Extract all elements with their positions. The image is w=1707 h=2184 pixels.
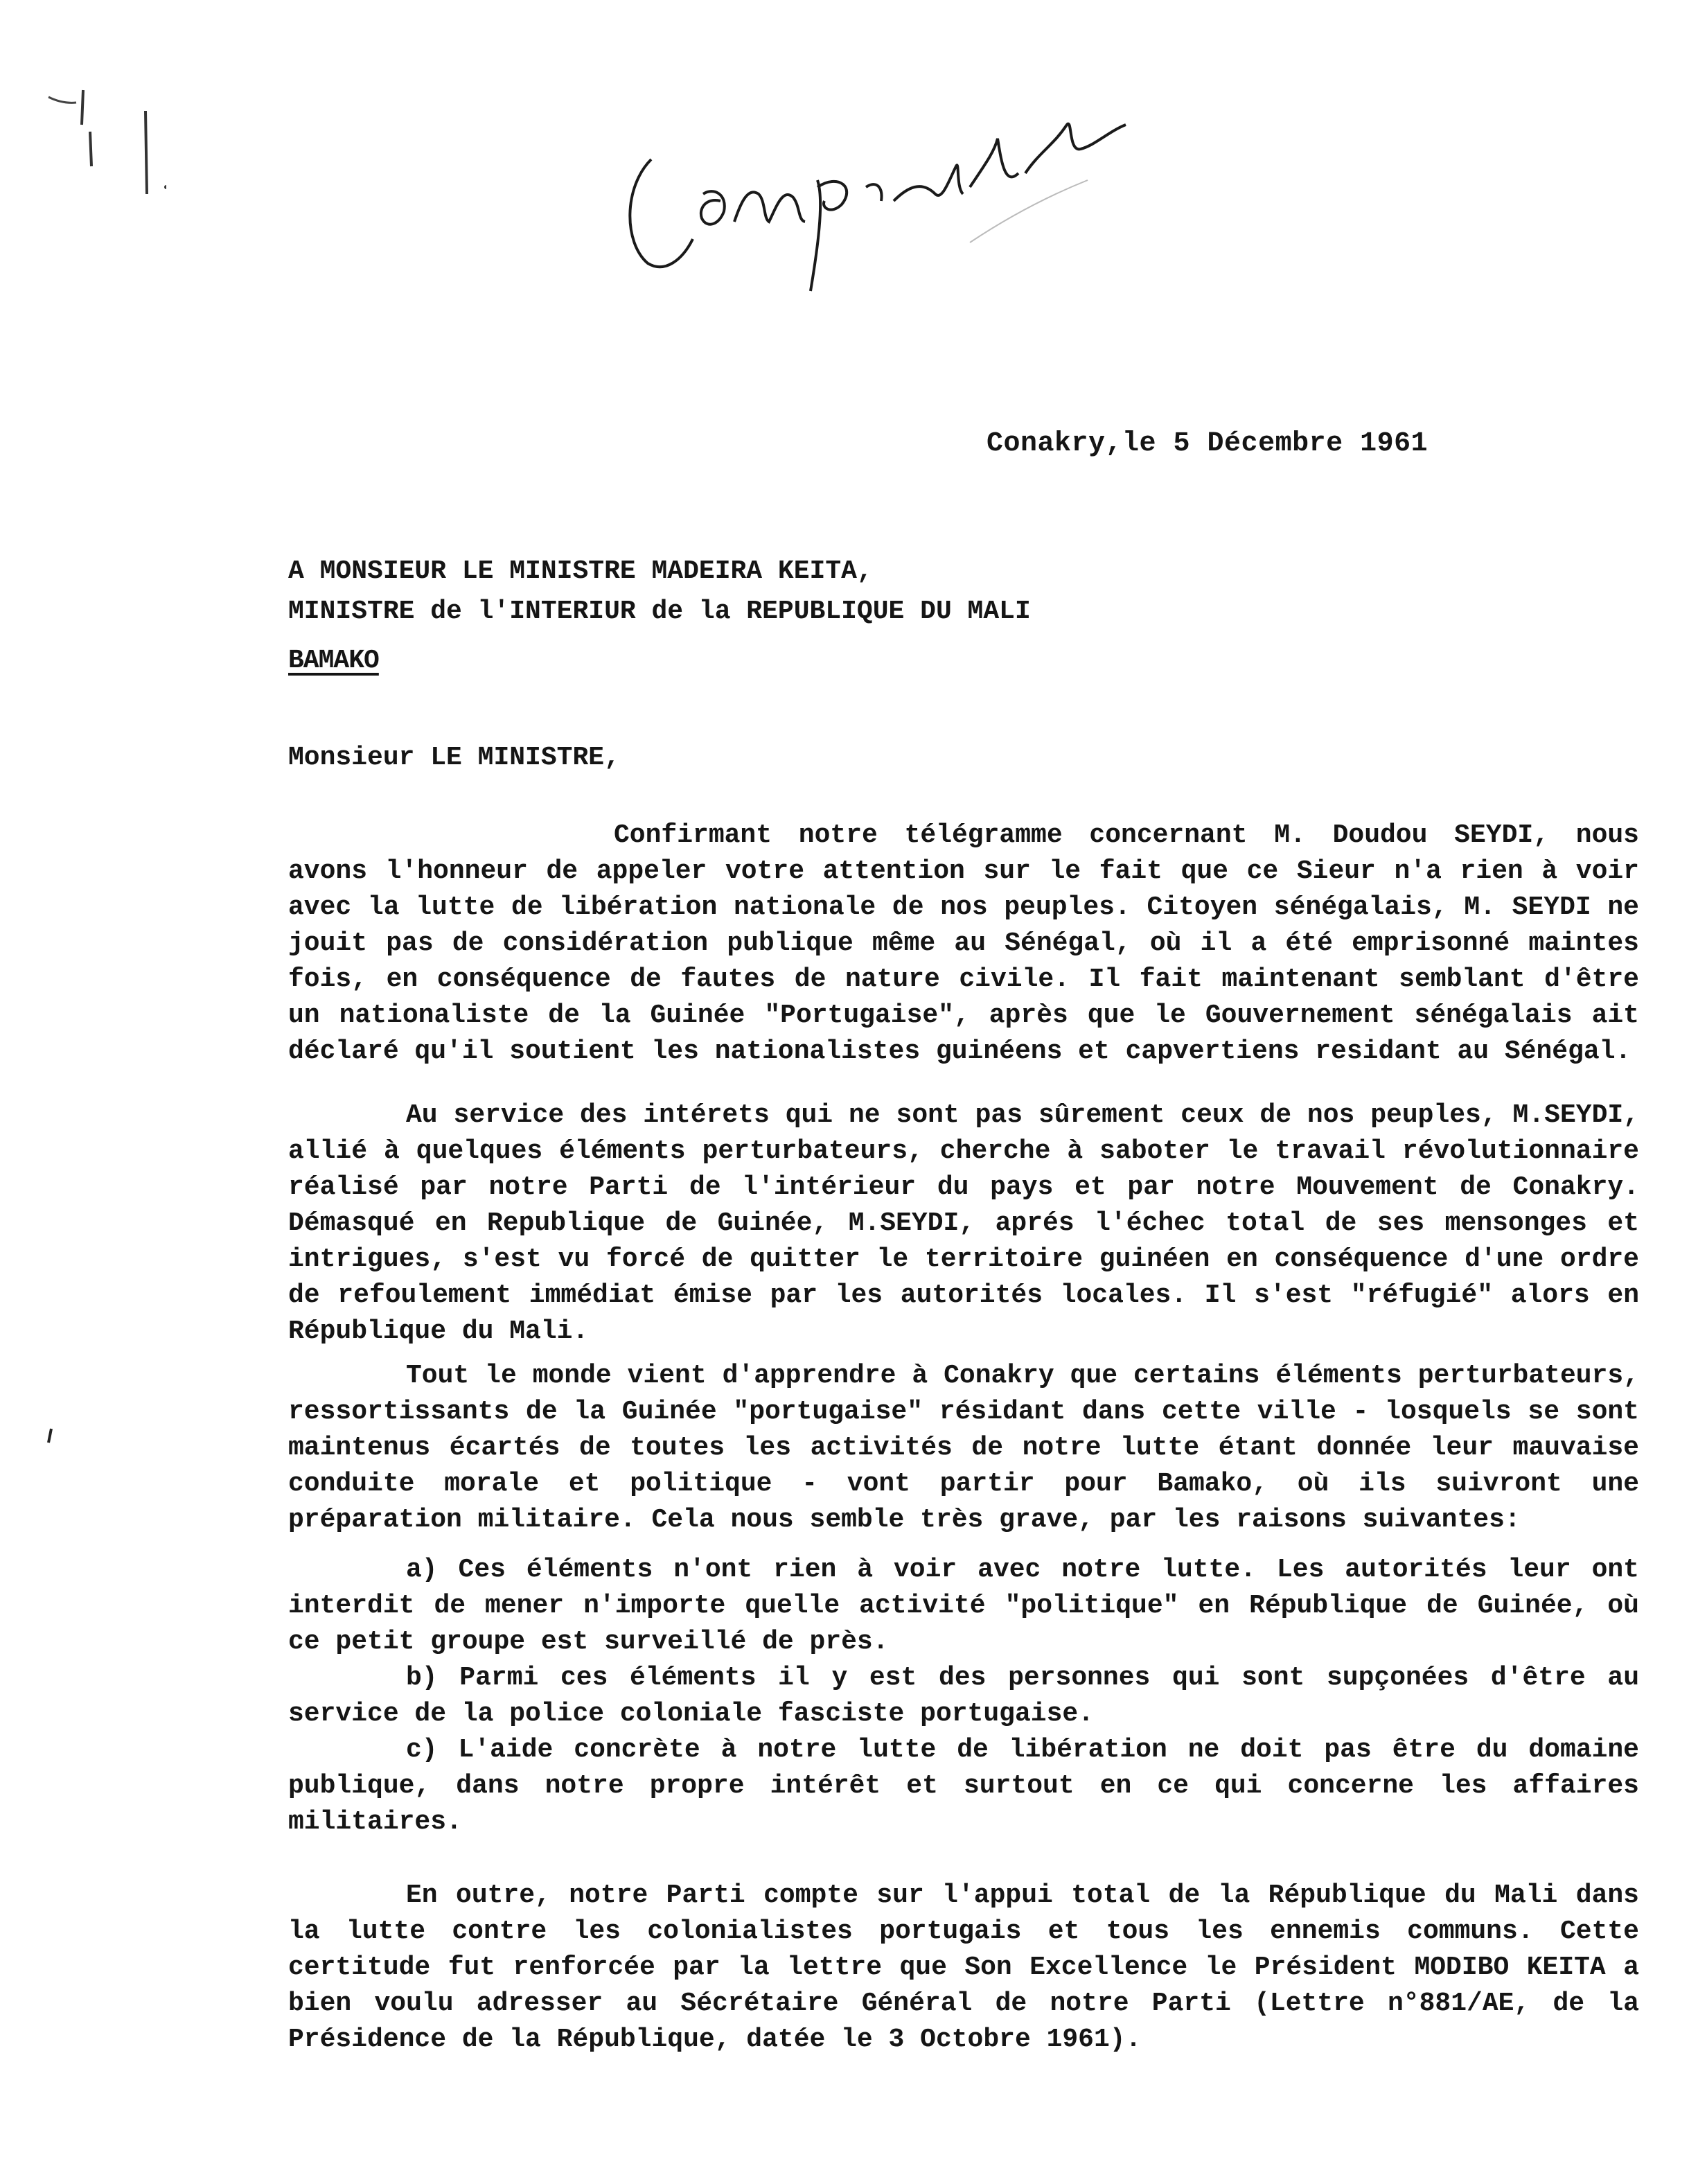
ink-speck-icon <box>46 1427 55 1444</box>
addressee-block <box>288 552 1031 632</box>
list-item-b: b) Parmi ces éléments il y est des personnes qui sont supçonées d'être au service de la police coloniale fasciste portugaise. <box>288 1663 1639 1729</box>
paragraph-1: Confirmant notre télégramme concernant M. Doudou SEYDI, nous avons l'honneur de appeler votre attention sur le fait que ce Sieur n'a rien à voir avec la lutte de libération nationale de nos peuples. Citoyen sénégalais, M. SEYDI ne jouit pas de considération publique même au Sénégal, où il a été emprisonné maintes fois, en conséquence de fautes de nature civile. Il fait maintenant semblant d'être un nationaliste de la Guinée "Portugaise", après que le Gouvernement sénégalais ait déclaré qu'il soutient les nationalistes guinéens et capvertiens residant au Sénégal. <box>288 820 1639 1066</box>
margin-scribble-icon <box>42 83 166 194</box>
addressee-line-1: A MONSIEUR LE MINISTRE MADEIRA KEITA, <box>288 556 873 586</box>
addressee-city: BAMAKO <box>288 646 379 676</box>
list-item-a: a) Ces éléments n'ont rien à voir avec notre lutte. Les autorités leur ont interdit de mener n'importe quelle activité "politique" en République de Guinée, où ce petit groupe est surveillé de près. <box>288 1555 1639 1657</box>
addressee-line-2: MINISTRE de l'INTERIUR de la REPUBLIQUE DU MALI <box>288 597 1031 626</box>
list-item-c: c) L'aide concrète à notre lutte de libération ne doit pas être du domaine publique, dans notre propre intérêt et surtout en ce qui concerne les affaires militaires. <box>288 1735 1639 1837</box>
paragraph-4: En outre, notre Parti compte sur l'appui total de la République du Mali dans la lutte contre les colonialistes portugais et tous les ennemis communs. Cette certitude fut renforcée par la lettre que Son Excellence le Président MODIBO KEITA a bien voulu adresser au Sécrétaire Général de notre Parti (Lettre n°881/AE, de la Présidence de la République, datée le 3 Octobre 1961). <box>288 1881 1639 2054</box>
paragraph-3: Tout le monde vient d'apprendre à Conakry que certains éléments perturbateurs, ressortissants de la Guinée "portugaise" résidant dans cette ville - losquels se sont maintenus écartés de toutes les activités de notre lutte étant donnée leur mauvaise conduite morale et politique - vont partir pour Bamako, où ils suivront une préparation militaire. Cela nous semble très grave, par les raisons suivantes: <box>288 1361 1639 1535</box>
paragraph-2: Au service des intérets qui ne sont pas sûrement ceux de nos peuples, M.SEYDI, allié à quelques éléments perturbateurs, cherche à saboter le travail révolutionnaire réalisé par notre Parti de l'intérieur du pays et par notre Mouvement de Conakry. Démasqué en Republique de Guinée, M.SEYDI, aprés l'échec total de ses mensonges et intrigues, s'est vu forcé de quitter le territoire guinéen en conséquence d'une ordre de refoulement immédiat émise par les autorités locales. Il s'est "réfugié" alors en République du Mali. <box>288 1100 1639 1346</box>
handwritten-confidentiel-icon <box>610 83 1136 305</box>
salutation: Monsieur LE MINISTRE, <box>288 743 620 773</box>
date-line: Conakry,le 5 Décembre 1961 <box>987 428 1429 459</box>
handwritten-note-text: Confidentiel <box>610 301 619 303</box>
